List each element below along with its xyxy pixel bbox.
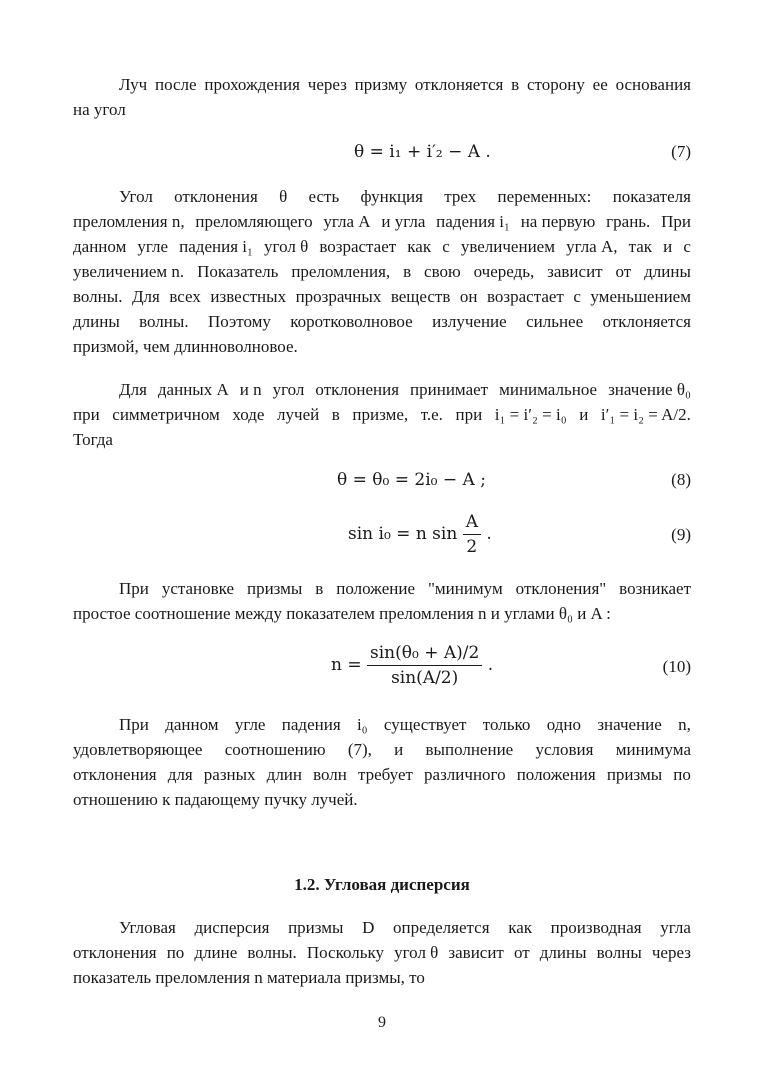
text-line — [73, 72, 691, 97]
word: призму — [354, 75, 408, 94]
word: длины — [539, 943, 587, 962]
word: данных A — [157, 380, 229, 399]
word: требует — [358, 765, 413, 784]
text-line: на угол — [73, 100, 126, 119]
equation-number-8: (8) — [671, 470, 691, 489]
word: угле — [137, 237, 169, 256]
word: и — [394, 740, 404, 759]
word: угла A — [323, 212, 371, 231]
word: одно — [546, 715, 581, 734]
word: с — [683, 237, 691, 256]
word: n, — [678, 715, 691, 734]
word: угол θ — [264, 237, 309, 256]
word: в — [511, 75, 520, 94]
word: удовлетворяющее — [73, 740, 203, 759]
word: и n — [239, 380, 262, 399]
word: и — [663, 237, 673, 256]
word: θ — [279, 187, 288, 206]
word: отклонения — [174, 187, 258, 206]
word: прохождения — [204, 75, 300, 94]
word: уменьшением — [590, 287, 691, 306]
word: излучение — [432, 312, 507, 331]
word: длине — [194, 943, 238, 962]
paragraph-minimum-deflection — [73, 377, 691, 452]
word: грань. — [606, 212, 651, 231]
word: определяется — [393, 918, 490, 937]
word: преломляющего — [195, 212, 313, 231]
word: волны — [596, 943, 642, 962]
word: волны. — [247, 943, 297, 962]
word: (7), — [347, 740, 372, 759]
word: Поскольку — [306, 943, 385, 962]
word: отклонения — [73, 943, 157, 962]
text-line — [73, 284, 691, 309]
word: Для — [131, 287, 160, 306]
word: после — [154, 75, 197, 94]
word: функция — [360, 187, 423, 206]
paragraph-deflection-angle — [73, 184, 691, 359]
word: "минимум — [427, 579, 503, 598]
word: лучей — [277, 405, 320, 424]
text-line — [73, 762, 691, 787]
word: только — [482, 715, 531, 734]
text-line: призмой, чем длинноволновое. — [73, 337, 298, 356]
word: падения — [281, 715, 341, 734]
text-line — [73, 576, 691, 601]
fraction-numerator: sin(θ₀ + A)/2 — [367, 643, 482, 666]
word: известных — [210, 287, 287, 306]
word: условия — [535, 740, 594, 759]
word: с — [442, 237, 450, 256]
equation-9-lhs: sin i₀ = n sin — [348, 524, 458, 544]
word: угла — [660, 918, 691, 937]
word: угол θ — [394, 943, 439, 962]
paragraph-intro — [73, 72, 691, 122]
word: он — [459, 287, 478, 306]
word: и угла — [381, 212, 426, 231]
word: возрастает — [319, 237, 397, 256]
fraction — [367, 643, 482, 688]
equation-number-7: (7) — [671, 142, 691, 161]
text-line — [73, 940, 691, 965]
word: увеличением — [460, 237, 555, 256]
word: Показатель — [197, 262, 279, 281]
word: Угол — [119, 187, 153, 206]
word: веществ — [390, 287, 451, 306]
text-line — [73, 915, 691, 940]
word: длин — [266, 765, 302, 784]
word: так — [628, 237, 653, 256]
word: дисперсия — [194, 918, 270, 937]
equation-7: θ = i₁ + i′₂ − A . — [354, 142, 491, 162]
word: производная — [550, 918, 642, 937]
word: переменных: — [497, 187, 592, 206]
word: по — [673, 765, 691, 784]
word: i₁ = i′₂ = i₀ — [494, 405, 567, 424]
word: значение — [597, 715, 662, 734]
word: D — [362, 918, 375, 937]
word: падения i₁ — [436, 212, 510, 231]
word: минимума — [615, 740, 691, 759]
paragraph-prism-setup — [73, 576, 691, 626]
text-line: показатель преломления n материала призмы, то — [73, 968, 425, 987]
word: падения i₁ — [179, 237, 253, 256]
text-line — [73, 737, 691, 762]
fraction-numerator: A — [463, 512, 481, 535]
word: основания — [615, 75, 691, 94]
word: возрастает — [486, 287, 564, 306]
text-line — [73, 402, 691, 427]
word: показателя — [612, 187, 691, 206]
word: положение — [336, 579, 415, 598]
word: волн — [313, 765, 347, 784]
word: волны. — [139, 312, 189, 331]
text-line: отношению к падающему пучку лучей. — [73, 790, 358, 809]
word: в — [403, 262, 412, 281]
word: увеличением n. — [73, 262, 185, 281]
word: призмы — [246, 579, 303, 598]
word: зависит — [448, 943, 504, 962]
text-line — [73, 209, 691, 234]
text-line — [73, 234, 691, 259]
word: при — [455, 405, 483, 424]
equation-number-9: (9) — [671, 525, 691, 544]
text-line: Тогда — [73, 430, 113, 449]
word: всех — [169, 287, 201, 306]
word: по — [166, 943, 185, 962]
word: очередь, — [473, 262, 535, 281]
word: как — [407, 237, 432, 256]
word: призмы — [288, 918, 344, 937]
word: с — [573, 287, 581, 306]
word: Луч — [119, 75, 148, 94]
fraction-denominator: 2 — [466, 537, 478, 557]
word: от — [615, 262, 632, 281]
word: угла A, — [566, 237, 618, 256]
word: существует — [383, 715, 467, 734]
word: При — [119, 579, 149, 598]
word: преломления n, — [73, 212, 185, 231]
word: Поэтому — [207, 312, 271, 331]
word: трех — [444, 187, 477, 206]
word: через — [307, 75, 347, 94]
text-line — [73, 309, 691, 334]
word: отклонения" — [515, 579, 607, 598]
word: выполнение — [425, 740, 514, 759]
word: прозрачных — [295, 287, 382, 306]
word: отклоняется — [414, 75, 504, 94]
fraction-denominator: sin(A/2) — [391, 668, 459, 688]
word: Угловая — [119, 918, 176, 937]
fraction — [463, 512, 481, 557]
word: установке — [161, 579, 235, 598]
word: При — [119, 715, 149, 734]
equation-9 — [348, 512, 492, 557]
word: соотношению — [224, 740, 326, 759]
word: минимальное — [499, 380, 598, 399]
word: от — [513, 943, 530, 962]
word: значение θ₀ — [608, 380, 691, 399]
equation-10-lhs: n = — [331, 655, 362, 675]
word: преломления, — [291, 262, 391, 281]
page-number: 9 — [378, 1014, 386, 1031]
word: коротковолновое — [290, 312, 413, 331]
word: сторону — [526, 75, 585, 94]
text-line: простое соотношение между показателем преломления n и углами θ₀ и A : — [73, 604, 611, 623]
word: принимает — [410, 380, 489, 399]
paragraph-single-value — [73, 712, 691, 812]
word: отклонения — [73, 765, 157, 784]
word: длины — [73, 312, 120, 331]
word: При — [661, 212, 691, 231]
word: угол — [272, 380, 305, 399]
word: призмы — [606, 765, 663, 784]
word: зависит — [547, 262, 603, 281]
text-line — [73, 377, 691, 402]
word: данном — [165, 715, 219, 734]
paragraph-angular-dispersion — [73, 915, 691, 990]
word: для — [167, 765, 193, 784]
word: данном — [73, 237, 127, 256]
word: ходе — [232, 405, 265, 424]
word: отклоняется — [602, 312, 691, 331]
word: Для — [119, 380, 147, 399]
equation-8: θ = θ₀ = 2i₀ − A ; — [337, 470, 486, 490]
word: возникает — [619, 579, 691, 598]
word: i₀ — [356, 715, 368, 734]
word: при — [73, 405, 100, 424]
equation-10 — [331, 643, 493, 688]
equation-number-10: (10) — [662, 657, 691, 676]
word: в — [315, 579, 324, 598]
word: различного — [424, 765, 506, 784]
word: свою — [424, 262, 461, 281]
word: положения — [516, 765, 596, 784]
section-heading: 1.2. Угловая дисперсия — [294, 875, 470, 894]
text-line — [73, 259, 691, 284]
word: как — [508, 918, 532, 937]
text-line — [73, 712, 691, 737]
word: на первую — [520, 212, 596, 231]
equation-10-tail: . — [487, 655, 494, 675]
word: через — [651, 943, 691, 962]
word: и — [579, 405, 589, 424]
word: есть — [308, 187, 340, 206]
word: отклонения — [315, 380, 400, 399]
word: призме, — [352, 405, 409, 424]
equation-9-tail: . — [486, 524, 492, 544]
word: i′₁ = i₂ = A/2. — [600, 405, 691, 424]
word: ее — [592, 75, 608, 94]
word: угле — [234, 715, 266, 734]
text-line — [73, 184, 691, 209]
word: сильнее — [526, 312, 584, 331]
word: разных — [203, 765, 256, 784]
word: т.е. — [420, 405, 443, 424]
word: длины — [644, 262, 691, 281]
word: симметричном — [112, 405, 220, 424]
word: в — [331, 405, 340, 424]
word: волны. — [73, 287, 123, 306]
